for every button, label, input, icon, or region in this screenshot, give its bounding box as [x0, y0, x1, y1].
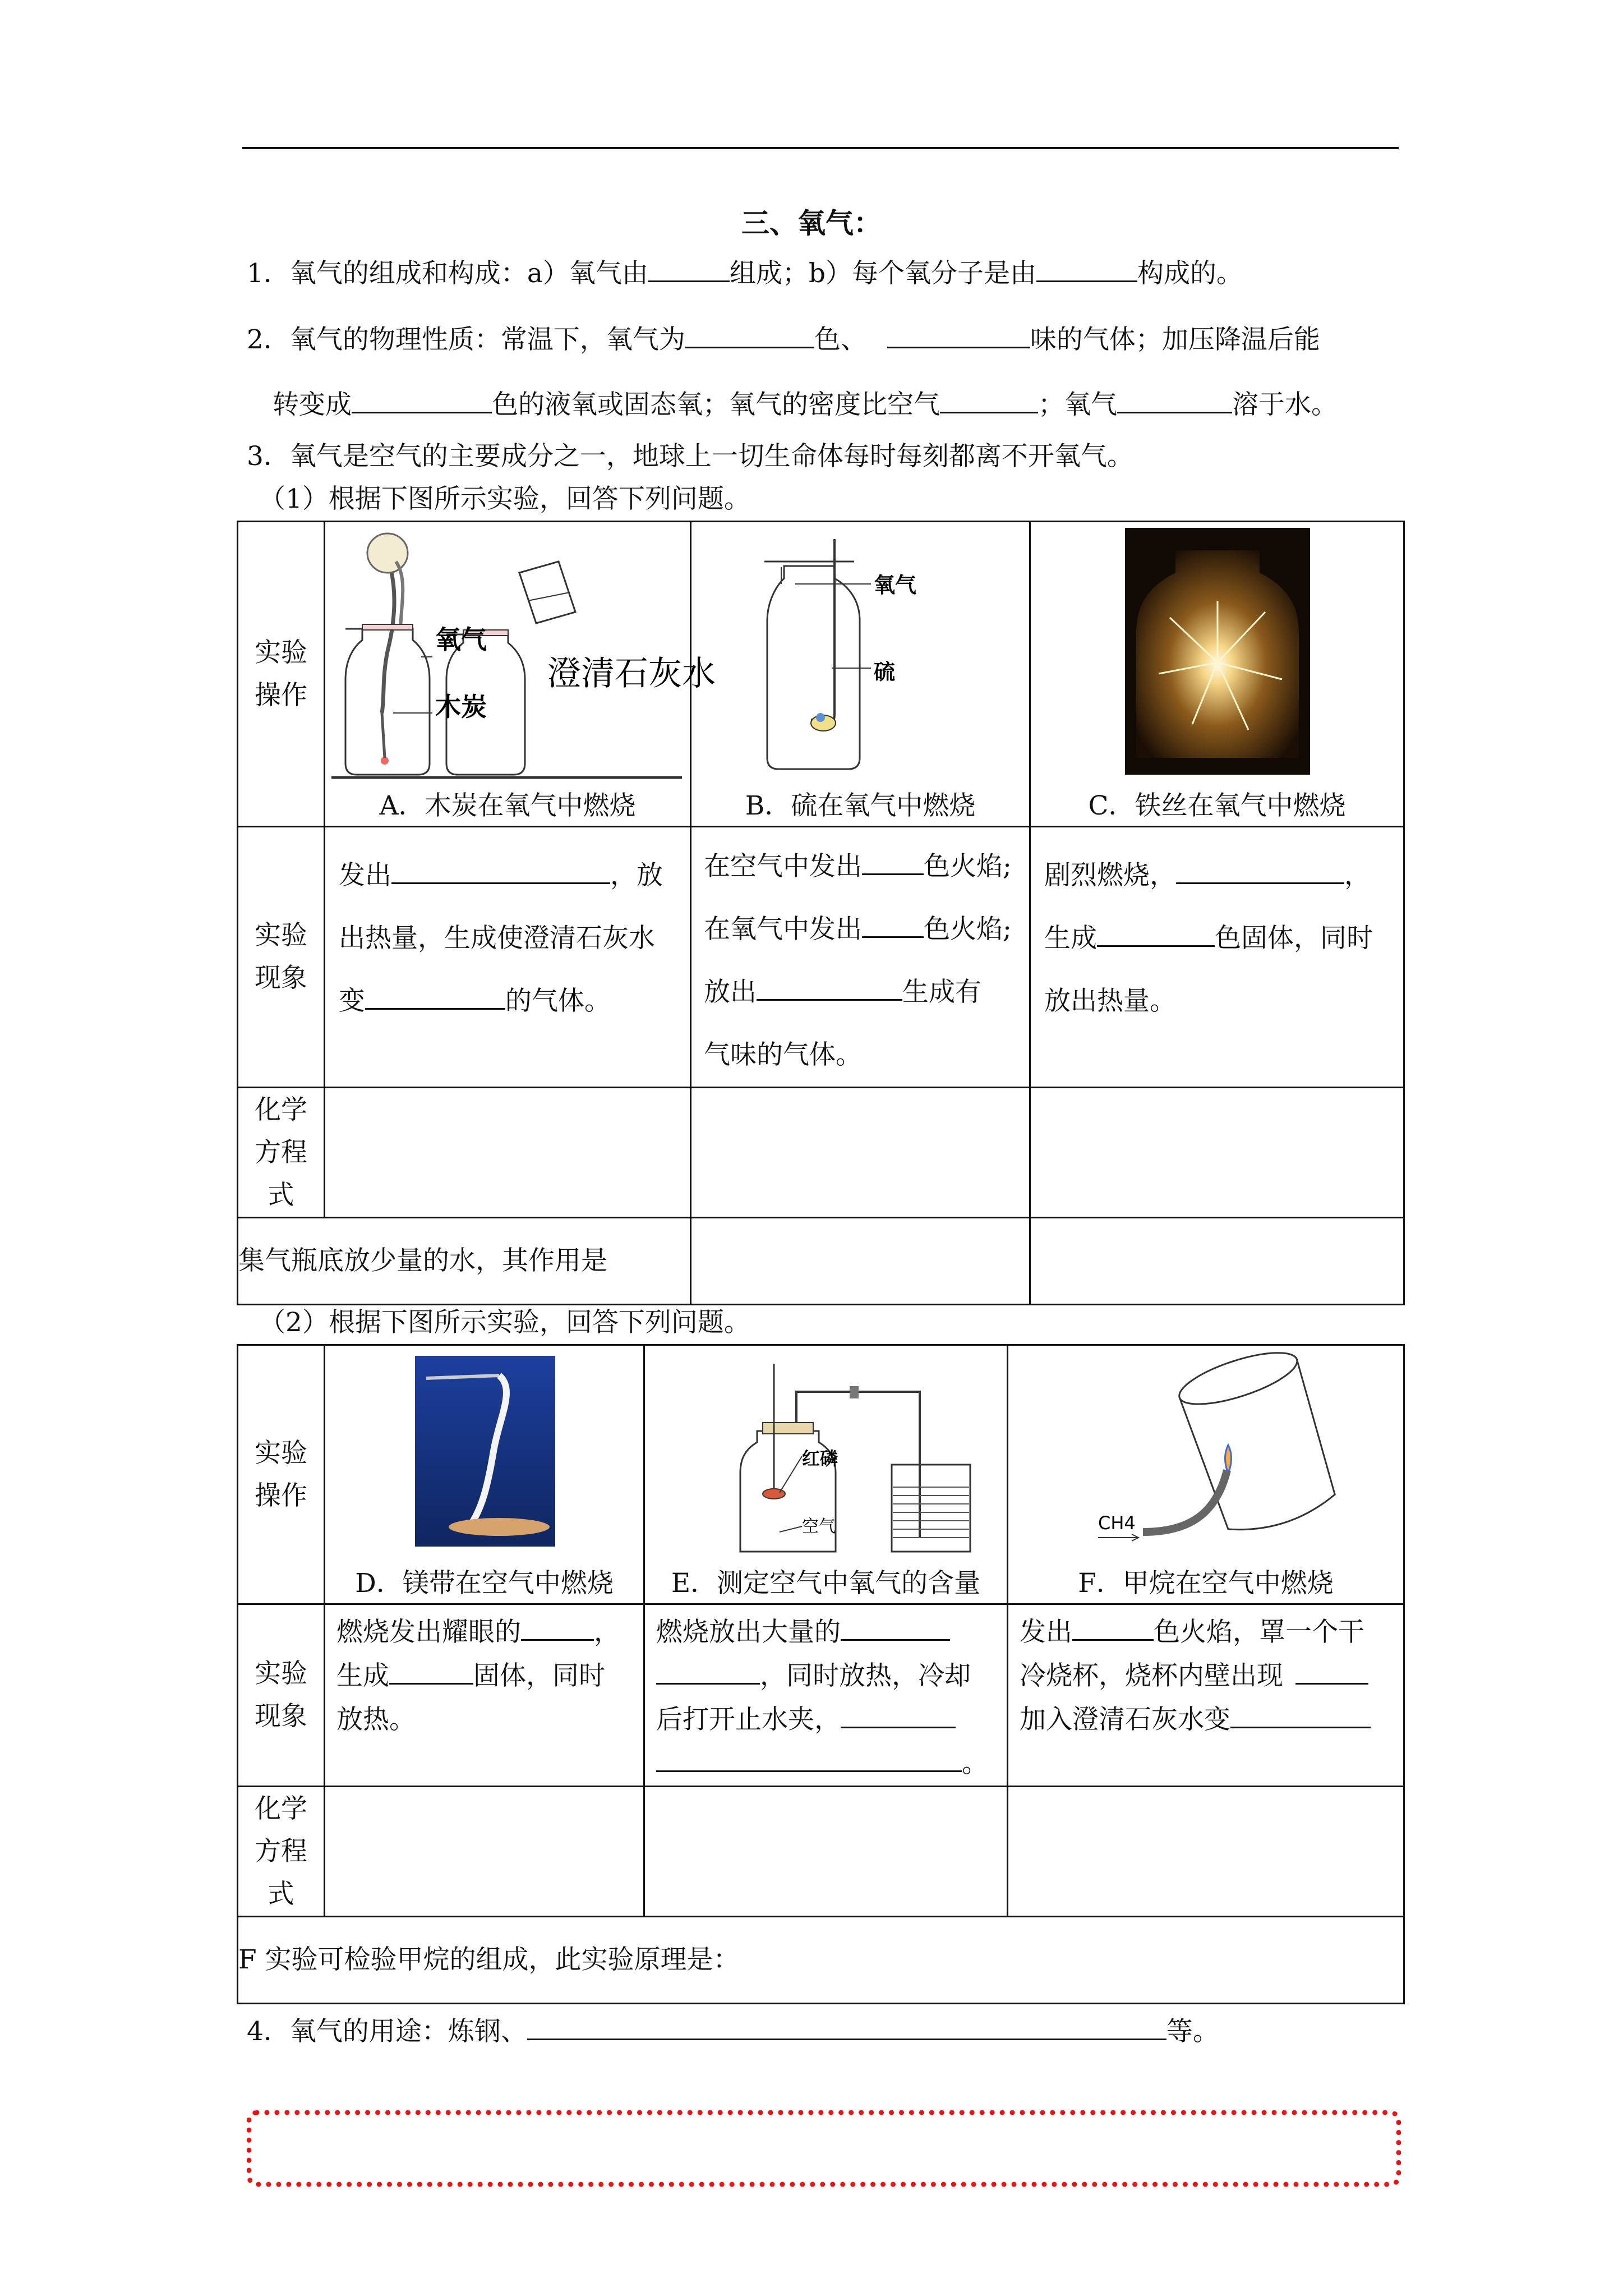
blank[interactable] — [1072, 1612, 1154, 1641]
experiment-table-2 — [237, 1344, 1405, 2004]
phenomenon-e: 燃烧放出大量的 ，同时放热，冷却 后打开止水夹， 。 — [644, 1604, 1008, 1787]
blank[interactable] — [656, 1656, 760, 1685]
question-2-line-1: 2．氧气的物理性质：常温下，氧气为 色、 味的气体；加压降温后能 — [247, 320, 1320, 358]
blank[interactable] — [365, 981, 505, 1010]
row-label-phenomenon: 实验 现象 — [238, 827, 325, 1088]
phenomenon-c: 剧烈燃烧， ， 生成 色固体，同时 放出热量。 — [1030, 827, 1404, 1088]
figure-d-cell — [325, 1345, 644, 1604]
equation-e[interactable] — [644, 1787, 1008, 1917]
caption-d: D．镁带在空气中燃烧 — [355, 1568, 614, 1599]
figure-a-cell — [325, 522, 716, 827]
blank[interactable] — [1097, 918, 1215, 947]
blank[interactable] — [1176, 855, 1344, 884]
row-label-equation-2: 化学 方程 式 — [238, 1787, 325, 1917]
blank[interactable] — [862, 846, 924, 875]
methane-principle-question[interactable]: F 实验可检验甲烷的组成，此实验原理是： — [238, 1917, 1404, 2004]
caption-f: F．甲烷在空气中燃烧 — [1078, 1568, 1334, 1599]
blank[interactable] — [841, 1612, 950, 1641]
sub-question-2: （2）根据下图所示实验，回答下列问题。 — [259, 1307, 750, 1338]
blank[interactable] — [527, 2012, 1166, 2040]
iron-wire-combustion-photo — [1125, 528, 1310, 775]
label-red-phosphorus: 红磷 — [802, 1448, 838, 1469]
label-air: 空气 — [802, 1517, 836, 1536]
figure-f-cell — [1008, 1345, 1404, 1604]
oxygen-content-apparatus — [712, 1352, 993, 1566]
row-label-phenomenon-2: 实验 现象 — [238, 1604, 325, 1787]
sulfur-combustion-figure — [691, 528, 1028, 786]
label-charcoal: 木炭 — [435, 692, 487, 722]
blank[interactable] — [389, 1656, 473, 1685]
caption-b: B．硫在氧气中燃烧 — [745, 790, 976, 821]
question-2-line-2: 转变成 色的液氧或固态氧；氧气的密度比空气 ；氧气 溶于水。 — [273, 385, 1338, 423]
blank[interactable] — [757, 972, 902, 1001]
question-4: 4．氧气的用途：炼钢、 等。 — [247, 2012, 1219, 2050]
row-label-equation: 化学 方程 式 — [238, 1088, 325, 1218]
water-purpose-b[interactable] — [691, 1218, 1030, 1305]
magnesium-combustion-photo — [415, 1356, 555, 1547]
blank[interactable] — [648, 254, 730, 282]
methane-combustion-figure — [1076, 1352, 1390, 1566]
row-label-operation: 实验 操作 — [238, 522, 325, 827]
label-oxygen: 氧气 — [435, 624, 487, 655]
blank[interactable] — [1036, 254, 1137, 282]
blank[interactable] — [391, 855, 610, 884]
label-sulfur: 硫 — [874, 660, 896, 684]
dotted-note-box — [247, 2110, 1401, 2187]
blank[interactable] — [352, 385, 492, 413]
equation-b[interactable] — [691, 1088, 1030, 1218]
figure-c-cell — [1030, 522, 1404, 827]
blank[interactable] — [1295, 1656, 1368, 1685]
blank[interactable] — [862, 909, 924, 938]
blank[interactable] — [887, 320, 1030, 348]
section-title: 三、氧气： — [741, 206, 882, 240]
question-1: 1．氧气的组成和构成：a）氧气由 组成；b）每个氧分子是由 构成的。 — [247, 254, 1243, 292]
blank[interactable] — [1117, 385, 1232, 413]
equation-c[interactable] — [1030, 1088, 1404, 1218]
label-oxygen-b: 氧气 — [874, 573, 917, 597]
blank[interactable] — [656, 1743, 962, 1772]
blank[interactable] — [1230, 1700, 1371, 1728]
phenomenon-a: 发出 ，放 出热量，生成使澄清石灰水 变 的气体。 — [325, 827, 691, 1088]
caption-e: E．测定空气中氧气的含量 — [671, 1568, 981, 1599]
question-3: 3．氧气是空气的主要成分之一，地球上一切生命体每时每刻都离不开氧气。 — [247, 441, 1133, 472]
caption-a: A．木炭在氧气中燃烧 — [379, 790, 636, 821]
header-rule — [242, 147, 1399, 149]
water-purpose-c[interactable] — [1030, 1218, 1404, 1305]
figure-e-cell — [644, 1345, 1008, 1604]
charcoal-combustion-figure — [329, 528, 716, 786]
row-label-operation-2: 实验 操作 — [238, 1345, 325, 1604]
figure-b-cell — [691, 522, 1030, 827]
phenomenon-b: 在空气中发出 色火焰; 在氧气中发出 色火焰; 放出 生成有 气味的气体。 — [691, 827, 1030, 1088]
water-purpose-question: 集气瓶底放少量的水，其作用是 — [238, 1218, 691, 1305]
equation-f[interactable] — [1008, 1787, 1404, 1917]
equation-a[interactable] — [325, 1088, 691, 1218]
equation-d[interactable] — [325, 1787, 644, 1917]
label-ch4: CH4 — [1098, 1512, 1136, 1534]
label-limewater: 澄清石灰水 — [547, 654, 716, 693]
experiment-table-1 — [237, 521, 1405, 1305]
blank[interactable] — [685, 320, 814, 348]
caption-c: C．铁丝在氧气中燃烧 — [1088, 790, 1346, 821]
sub-question-1: （1）根据下图所示实验，回答下列问题。 — [259, 484, 750, 514]
phenomenon-d: 燃烧发出耀眼的 ， 生成 固体，同时 放热。 — [325, 1604, 644, 1787]
phenomenon-f: 发出 色火焰，罩一个干 冷烧杯，烧杯内壁出现 加入澄清石灰水变 — [1008, 1604, 1404, 1787]
blank[interactable] — [521, 1612, 594, 1641]
blank[interactable] — [841, 1700, 956, 1728]
blank[interactable] — [940, 385, 1038, 413]
